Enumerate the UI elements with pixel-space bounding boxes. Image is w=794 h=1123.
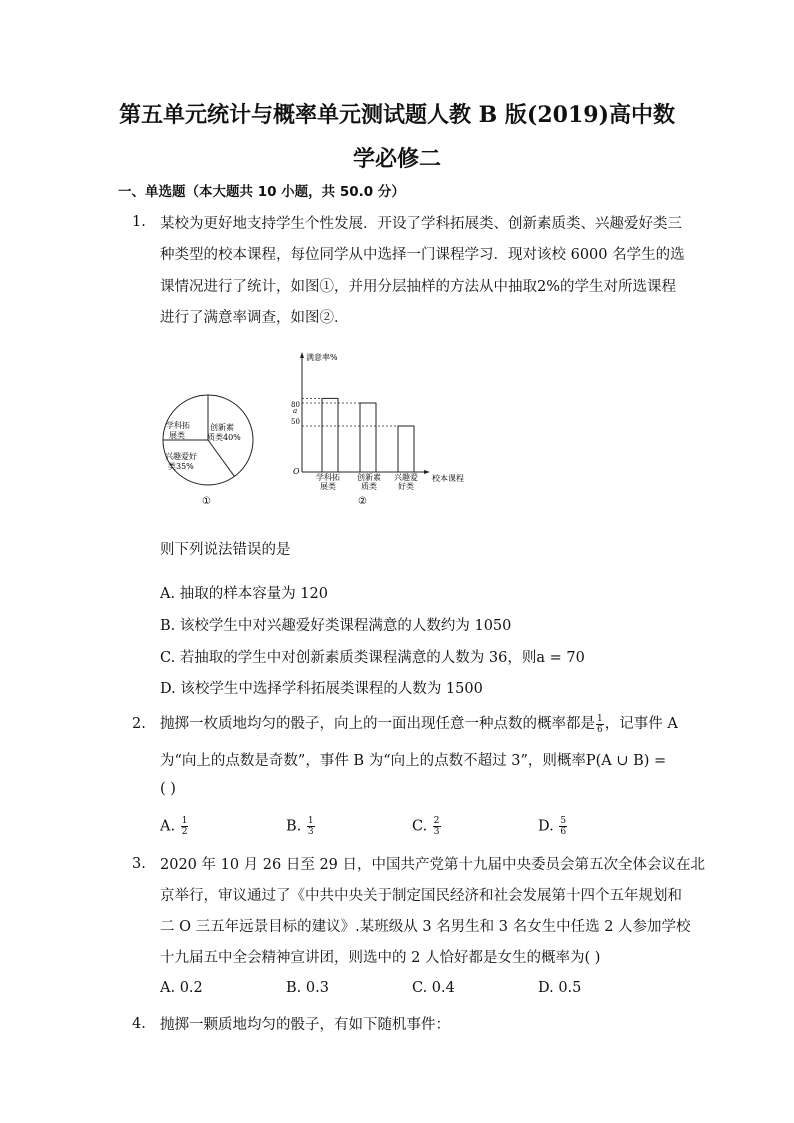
- question-2-option-b[interactable]: [286, 816, 316, 837]
- question-1-option-d[interactable]: D. 该校学生中选择学科拓展类课程的人数为 1500: [160, 681, 483, 697]
- fraction-numerator: 2: [433, 816, 440, 826]
- fraction-denominator: 6: [560, 827, 567, 837]
- pie-slice-divider: [208, 440, 234, 476]
- bar: [360, 403, 376, 472]
- question-2-line: 为“向上的点数是奇数”，事件 B 为“向上的点数不超过 3”，则概率P(A ∪ B) =: [160, 753, 667, 769]
- x-tick-label: 好类: [398, 482, 414, 491]
- x-tick-label: 展类: [320, 482, 336, 491]
- question-1-line: 课情况进行了统计，如图①，并用分层抽样的方法从中抽取2%的学生对所选课程: [160, 279, 677, 295]
- fraction-numerator: 5: [560, 816, 567, 826]
- question-4-number: 4.: [132, 1016, 146, 1032]
- question-2-option-d[interactable]: [538, 816, 568, 837]
- question-1-line: 进行了满意率调查，如图②．: [160, 310, 349, 326]
- origin-label: O: [293, 467, 300, 476]
- x-tick-label: 质类: [361, 482, 377, 491]
- question-3-option-a[interactable]: A. 0.2: [160, 980, 203, 996]
- question-3-line: 二 O 三五年远景目标的建议》.某班级从 3 名男生和 3 名女生中任选 2 人参加学校: [160, 919, 691, 935]
- page-title-line1: 第五单元统计与概率单元测试题人教 B 版(2019)高中数: [119, 102, 675, 128]
- pie-label: 兴趣爱好: [165, 452, 197, 461]
- x-tick-label: 创新素: [357, 473, 381, 482]
- fraction-numerator: 1: [307, 816, 314, 826]
- y-tick-label: 50: [291, 418, 300, 426]
- fraction: [307, 816, 315, 837]
- pie-chart: [158, 390, 258, 510]
- y-axis-arrow: [300, 352, 304, 358]
- x-tick-label: 兴趣爱: [394, 473, 418, 482]
- fraction: [559, 816, 567, 837]
- pie-label: 类35%: [168, 462, 194, 471]
- question-1-line: 某校为更好地支持学生个性发展．开设了学科拓展类、创新素质类、兴趣爱好类三: [160, 216, 682, 232]
- pie-label: 展类: [169, 431, 185, 440]
- question-1-option-a[interactable]: A. 抽取的样本容量为 120: [160, 586, 328, 602]
- fraction-denominator: 6: [597, 724, 603, 735]
- fraction-denominator: 3: [307, 827, 314, 837]
- question-2-text: ，记事件 A: [604, 716, 678, 732]
- fraction-denominator: 3: [433, 827, 440, 837]
- question-2-option-a[interactable]: [160, 816, 189, 837]
- bar: [398, 426, 414, 472]
- question-1-number: 1.: [132, 214, 146, 230]
- fraction: [181, 816, 189, 837]
- option-label: C.: [412, 818, 428, 835]
- page-title-line2: 学必修二: [352, 146, 441, 172]
- bar: [322, 398, 338, 472]
- question-1-option-c[interactable]: C. 若抽取的学生中对创新素质类课程满意的人数为 36，则a = 70: [160, 650, 585, 666]
- pie-label: 学科拓: [166, 421, 190, 430]
- x-tick-label: 学科拓: [316, 473, 340, 482]
- question-1-option-b[interactable]: B. 该校学生中对兴趣爱好类课程满意的人数约为 1050: [160, 618, 512, 634]
- fraction-denominator: 2: [181, 827, 188, 837]
- bar-caption: ②: [358, 496, 367, 507]
- y-axis-label: 满意率%: [306, 353, 338, 362]
- bar-chart: [282, 350, 482, 510]
- option-label: B.: [286, 818, 302, 835]
- question-2-option-c[interactable]: [412, 816, 442, 837]
- section-header: 一、单选题（本大题共 10 小题，共 50.0 分）: [118, 184, 405, 200]
- question-3-line: 京举行，审议通过了《中共中央关于制定国民经济和社会发展第十四个五年规划和: [160, 888, 682, 904]
- pie-label: 质类40%: [207, 433, 241, 442]
- question-4-line: 抛掷一颗质地均匀的骰子，有如下随机事件：: [160, 1017, 450, 1033]
- fraction: [433, 816, 441, 837]
- option-label: D.: [538, 818, 554, 835]
- option-label: A.: [160, 818, 176, 835]
- fraction: [596, 714, 604, 735]
- pie-caption: ①: [202, 496, 211, 507]
- fraction-numerator: 1: [597, 713, 603, 724]
- question-3-option-b[interactable]: B. 0.3: [286, 980, 329, 996]
- question-1-prompt: 则下列说法错误的是: [160, 542, 291, 558]
- question-3-number: 3.: [132, 856, 146, 872]
- y-tick-label: a: [293, 407, 298, 415]
- question-3-line: 2020 年 10 月 26 日至 29 日，中国共产党第十九届中央委员会第五次全体会议在北: [160, 857, 706, 873]
- question-2-line: [160, 712, 678, 735]
- question-2-text: 抛掷一枚质地均匀的骰子，向上的一面出现任意一种点数的概率都是: [160, 716, 595, 732]
- question-2-number: 2.: [132, 716, 146, 732]
- y-tick-label: 80: [291, 401, 300, 409]
- pie-label: 创新素: [210, 423, 234, 432]
- question-2-line: ( ): [160, 781, 176, 797]
- question-3-option-d[interactable]: D. 0.5: [538, 980, 582, 996]
- question-3-line: 十九届五中全会精神宣讲团，则选中的 2 人恰好都是女生的概率为( ): [160, 950, 601, 966]
- question-3-option-c[interactable]: C. 0.4: [412, 980, 455, 996]
- fraction-numerator: 1: [181, 816, 188, 826]
- question-1-line: 种类型的校本课程，每位同学从中选择一门课程学习．现对该校 6000 名学生的选: [160, 247, 685, 263]
- x-axis-arrow: [424, 470, 430, 474]
- x-axis-label: 校本课程: [432, 474, 464, 483]
